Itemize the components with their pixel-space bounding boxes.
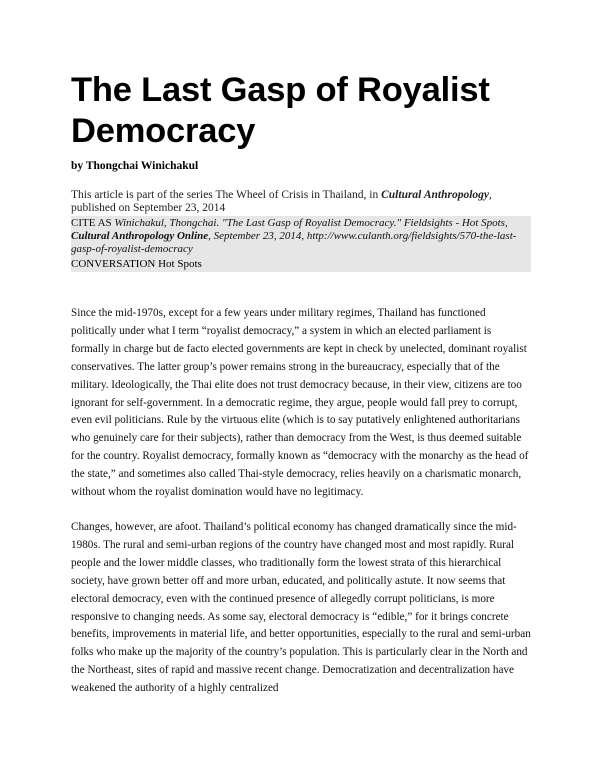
- series-suffix: , published on September 23, 2014: [71, 189, 492, 214]
- article-byline: by Thongchai Winichakul: [71, 160, 199, 172]
- cite-text-part1: Winichakul, Thongchai. "The Last Gasp of Royalist Democracy." Fieldsights - Hot Spots,: [114, 217, 508, 229]
- cite-text-part2: , September 23, 2014, http://www.culanth.org/fieldsights/570-the-last-gasp-of-royalist-democracy: [71, 230, 517, 255]
- body-paragraph: Changes, however, are afoot. Thailand’s political economy has changed dramatically since the mid-1980s. The rural and semi-urban regions of the country have changed most and most rapidly. Rural people and the lower middle classes, who traditionally form the lowest strata of this hierarchical society, have grown better off and more urban, educated, and politically astute. It now seems that electoral democracy, even with the continued presence of allegedly corrupt politicians, is more responsive to changing needs. As some say, electoral democracy is “edible,” for it brings concrete benefits, improvements in material life, and better opportunities, especially to the rural and semi-urban folks who make up the majority of the country’s population. This is particularly clear in the North and the Northeast, sites of rapid and massive recent change. Democratization and decentralization have weakened the authority of a highly centralized: [71, 520, 531, 695]
- cite-label: CITE AS: [71, 217, 112, 229]
- cite-journal-online: Cultural Anthropology Online: [71, 230, 209, 242]
- citation-block: [71, 216, 531, 258]
- conversation-line: CONVERSATION Hot Spots: [71, 258, 531, 272]
- series-prefix: This article is part of the series The Wheel of Crisis in Thailand, in: [71, 189, 382, 201]
- cite-text: [71, 217, 516, 255]
- series-journal: Cultural Anthropology: [381, 189, 490, 201]
- body-paragraph: Since the mid-1970s, except for a few years under military regimes, Thailand has functioned politically under what I term “royalist democracy,” a system in which an elected parliament is formally in charge but de facto elected governments are kept in check by unelected, dominant royalist conservatives. The latter group’s power remains strong in the bureaucracy, especially that of the military. Ideologically, the Thai elite does not trust democracy because, in their view, citizens are too ignorant for self-government. In a democratic regime, they argue, people would fall prey to corrupt, even evil politicians. Rule by the virtuous elite (which is to say putatively enlightened authoritarians who genuinely care for their subjects), rather than democracy from the West, is thus deemed suitable for the country. Royalist democracy, formally known as “democracy with the monarchy as the head of the state,” and sometimes also called Thai-style democracy, relies heavily on a charismatic monarch, without whom the royalist domination would have no legitimacy.: [71, 307, 529, 499]
- series-note: [71, 189, 531, 215]
- article-title: The Last Gasp of Royalist Democracy: [71, 71, 490, 150]
- document-page: [71, 70, 531, 715]
- article-body: [71, 305, 531, 698]
